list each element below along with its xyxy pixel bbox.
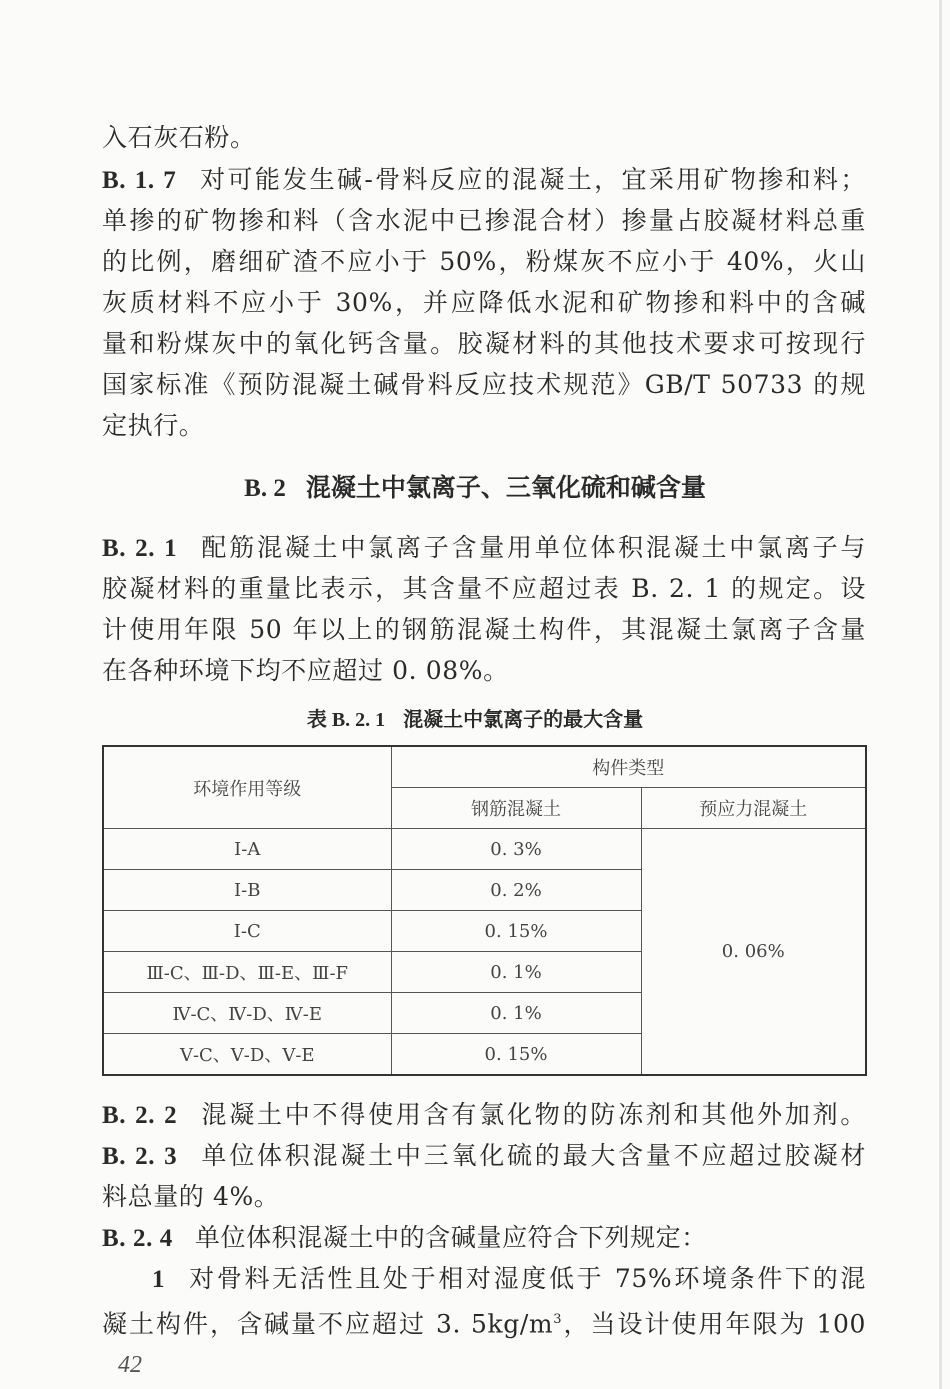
paragraph-line: 入石灰石粉。 — [102, 123, 256, 152]
env-grade-cell: Ⅰ-B — [103, 870, 391, 911]
item-number: 1 — [152, 1266, 166, 1293]
clause-number: B. 2. 1 — [102, 535, 178, 562]
env-grade-cell: Ⅰ-A — [103, 829, 391, 870]
rc-value-cell: 0. 1% — [391, 952, 641, 993]
clause-b21-line: 计使用年限 50 年以上的钢筋混凝土构件，其混凝土氯离子含量 — [102, 615, 866, 644]
rc-value-cell: 0. 2% — [391, 870, 641, 911]
env-grade-cell: Ⅲ-C、Ⅲ-D、Ⅲ-E、Ⅲ-F — [103, 952, 391, 993]
clause-b21-line: B. 2. 1 配筋混凝土中氯离子含量用单位体积混凝土中氯离子与 — [102, 533, 867, 562]
rc-value-cell: 0. 15% — [391, 1034, 641, 1076]
clause-b21-line: 在各种环境下均不应超过 0. 08%。 — [102, 656, 509, 685]
clause-b23-line: B. 2. 3 单位体积混凝土中三氧化硫的最大含量不应超过胶凝材 — [102, 1141, 867, 1170]
section-heading: B. 2 混凝土中氯离子、三氧化硫和碱含量 — [244, 473, 706, 502]
clause-b21-line: 胶凝材料的重量比表示，其含量不应超过表 B. 2. 1 的规定。设 — [102, 574, 866, 603]
header-prestressed-concrete: 预应力混凝土 — [641, 788, 866, 829]
clause-b17-line: 国家标准《预防混凝土碱骨料反应技术规范》GB/T 50733 的规 — [102, 370, 866, 399]
header-reinforced-concrete: 钢筋混凝土 — [391, 788, 641, 829]
clause-b23-line: 料总量的 4%。 — [102, 1182, 280, 1211]
item-1-line: 凝土构件，含碱量不应超过 3. $5kg/m^3$，当设计使用年限为 100 — [102, 1309, 866, 1339]
clause-b24-line: B. 2. 4 单位体积混凝土中的含碱量应符合下列规定： — [102, 1223, 707, 1252]
clause-b17-line: 单掺的矿物掺和料（含水泥中已掺混合材）掺量占胶凝材料总重 — [102, 206, 866, 235]
clause-number: B. 1. 7 — [102, 167, 177, 194]
page-number: 42 — [118, 1352, 142, 1378]
pc-value-cell: 0. 06% — [641, 829, 866, 1076]
clause-number: B. 2. 2 — [102, 1102, 178, 1129]
clause-b17-line: 量和粉煤灰中的氧化钙含量。胶凝材料的其他技术要求可按现行 — [102, 329, 866, 358]
table-caption: 表 B. 2. 1 混凝土中氯离子的最大含量 — [306, 707, 644, 731]
env-grade-cell: Ⅰ-C — [103, 911, 391, 952]
rc-value-cell: 0. 1% — [391, 993, 641, 1034]
header-environment: 环境作用等级 — [103, 746, 391, 829]
clause-b17-line: 定执行。 — [102, 411, 205, 440]
env-grade-cell: Ⅴ-C、Ⅴ-D、Ⅴ-E — [103, 1034, 391, 1076]
clause-b17-line: 的比例，磨细矿渣不应小于 50%，粉煤灰不应小于 40%，火山 — [102, 247, 866, 276]
rc-value-cell: 0. 15% — [391, 911, 641, 952]
clause-b17-line: 灰质材料不应小于 30%，并应降低水泥和矿物掺和料中的含碱 — [102, 288, 866, 317]
clause-b22-line: B. 2. 2 混凝土中不得使用含有氯化物的防冻剂和其他外加剂。 — [102, 1100, 867, 1129]
clause-b17-line: B. 1. 7 对可能发生碱-骨料反应的混凝土，宜采用矿物掺和料； — [102, 165, 866, 194]
header-member-type: 构件类型 — [391, 746, 866, 788]
rc-value-cell: 0. 3% — [391, 829, 641, 870]
env-grade-cell: Ⅳ-C、Ⅳ-D、Ⅳ-E — [103, 993, 391, 1034]
item-1-line: 1 对骨料无活性且处于相对湿度低于 75%环境条件下的混 — [152, 1264, 866, 1293]
table-row — [103, 829, 866, 870]
page-edge-shadow — [939, 0, 942, 1389]
chloride-content-table — [102, 745, 867, 1076]
clause-number: B. 2. 3 — [102, 1143, 178, 1170]
clause-number: B. 2. 4 — [102, 1225, 173, 1252]
